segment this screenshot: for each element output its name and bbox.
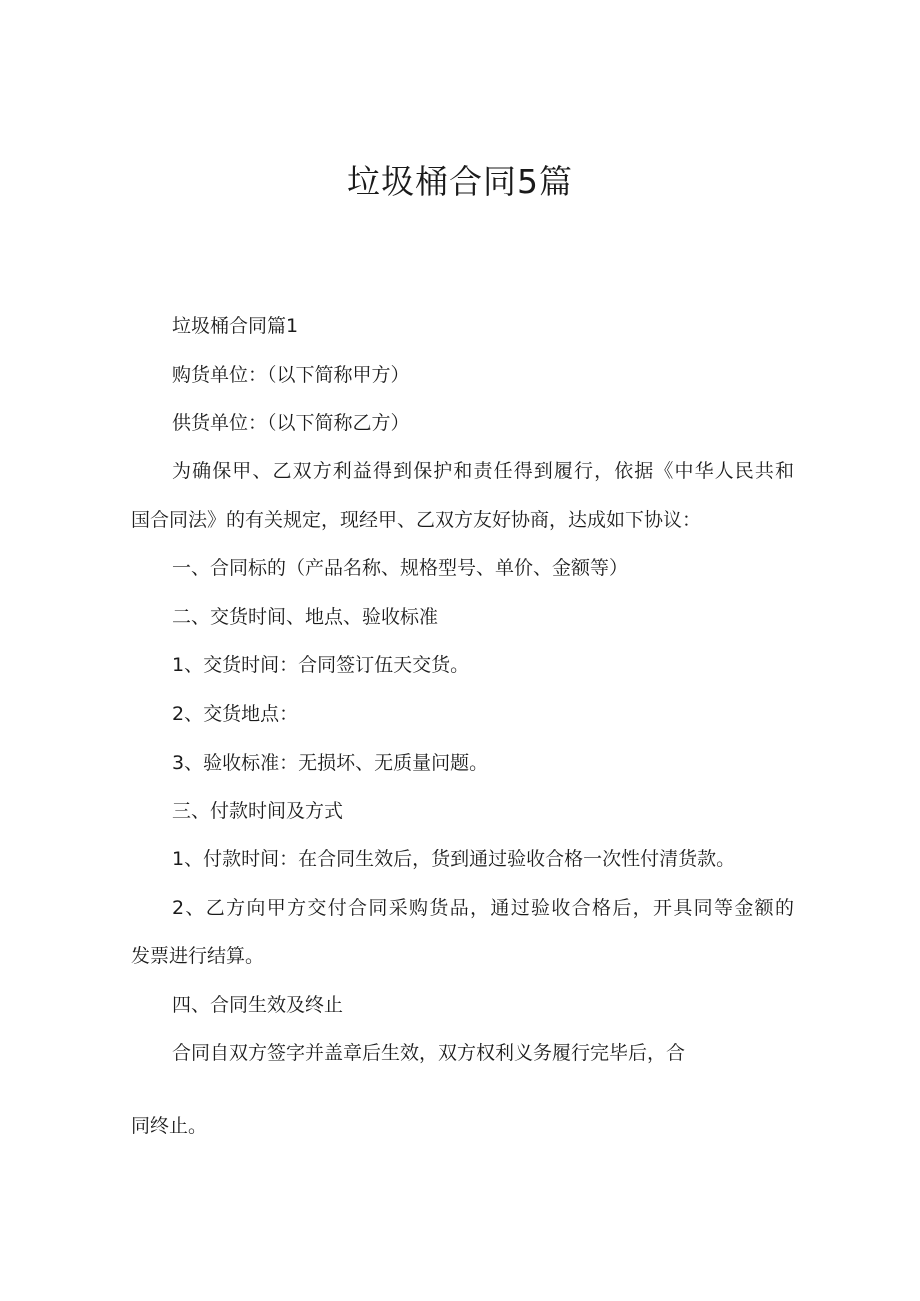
clause-item-continuation: 发票进行结算。 bbox=[131, 945, 265, 967]
supplier-line: 供货单位：（以下简称乙方） bbox=[172, 412, 410, 434]
clause-item: 2、乙方向甲方交付合同采购货品，通过验收合格后，开具同等金额的 bbox=[172, 897, 794, 919]
paragraph-line: 为确保甲、乙双方利益得到保护和责任得到履行，依据《中华人民共和 bbox=[172, 460, 794, 482]
clause-heading: 一、合同标的（产品名称、规格型号、单价、金额等） bbox=[172, 557, 629, 579]
clause-heading: 二、交货时间、地点、验收标准 bbox=[172, 606, 439, 628]
paragraph-line: 合同自双方签字并盖章后生效，双方权利义务履行完毕后，合 bbox=[172, 1042, 686, 1064]
clause-heading: 四、合同生效及终止 bbox=[172, 994, 344, 1016]
buyer-line: 购货单位：（以下简称甲方） bbox=[172, 364, 410, 386]
clause-item: 1、交货时间：合同签订伍天交货。 bbox=[172, 654, 470, 676]
paragraph-line: 同终止。 bbox=[131, 1115, 208, 1137]
section-heading: 垃圾桶合同篇1 bbox=[172, 315, 299, 337]
clause-item: 1、付款时间：在合同生效后，货到通过验收合格一次性付清货款。 bbox=[172, 848, 736, 870]
clause-item: 2、交货地点： bbox=[172, 703, 299, 725]
clause-item: 3、验收标准：无损坏、无质量问题。 bbox=[172, 752, 489, 774]
clause-heading: 三、付款时间及方式 bbox=[172, 800, 344, 822]
paragraph-line: 国合同法》的有关规定，现经甲、乙双方友好协商，达成如下协议： bbox=[131, 509, 702, 531]
document-title: 垃圾桶合同5篇 bbox=[347, 162, 573, 201]
